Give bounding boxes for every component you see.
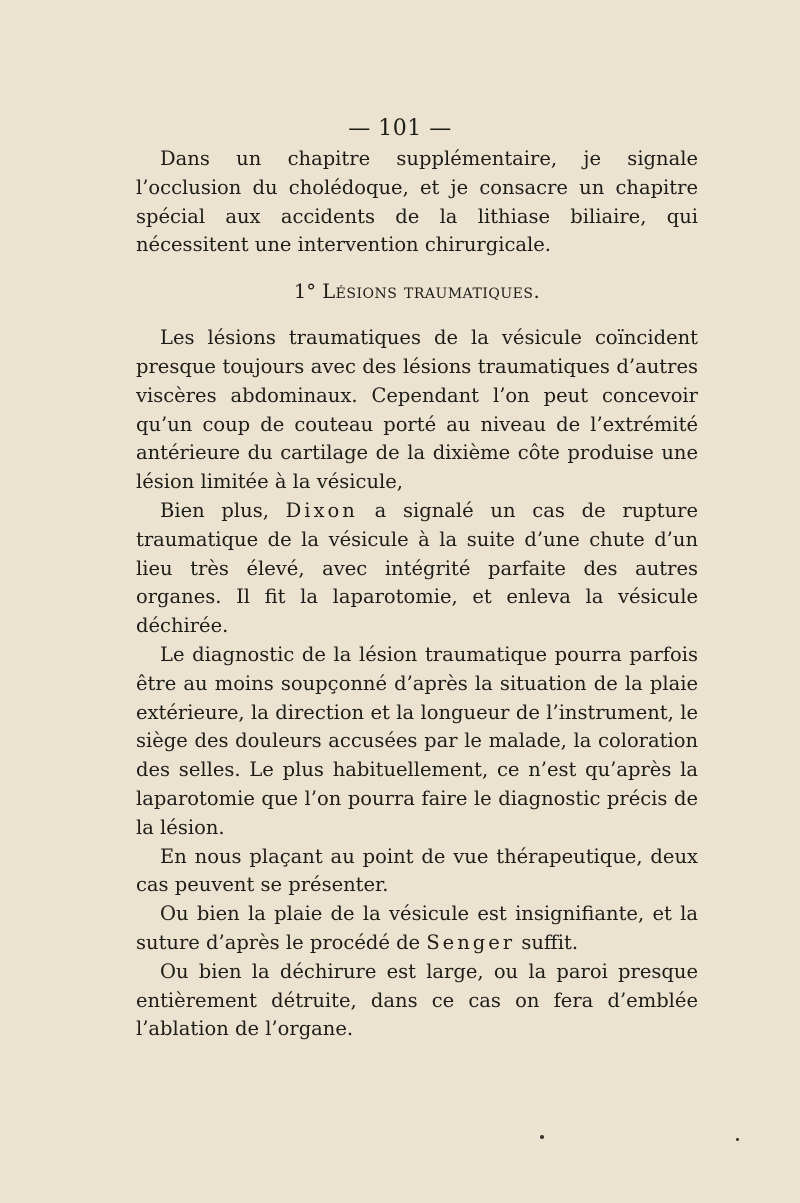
paragraph-dixon-case <box>136 497 698 641</box>
paper-speck <box>540 1135 544 1139</box>
section-heading <box>136 278 698 306</box>
paper-speck <box>736 1138 739 1141</box>
paragraph-senger-suture <box>136 900 698 958</box>
paragraph-senger-end: suffit. <box>521 930 579 954</box>
paragraph-dixon-start: Bien plus, <box>160 498 269 522</box>
body-text <box>136 145 698 1044</box>
section-title: Lésions traumatiques. <box>322 280 541 304</box>
intro-paragraph: Dans un chapitre supplémentaire, je signale l’occlusion du cholédoque, et je consacre un chapitre spécial aux accidents de la lithiase biliaire, qui nécessitent une intervention chirurgicale. <box>136 147 698 257</box>
paragraph-senger-start: Ou bien la plaie de la vésicule est insignifiante, et la suture d’après le procédé de <box>136 902 698 954</box>
paragraph-ablation: Ou bien la déchirure est large, ou la paroi presque entièrement détruite, dans ce cas on fera d’emblée l’ablation de l’organe. <box>136 959 698 1041</box>
paragraph-diagnosis: Le diagnostic de la lésion traumatique pourra parfois être au moins soupçonné d’après la situation de la plaie extérieure, la direction et la longueur de l’instrument, le siège des douleurs accusées par le malade, la coloration des selles. Le plus habituellement, ce n’est qu’après la laparotomie que l’on pourra faire le diagnostic précis de la lésion. <box>136 642 698 839</box>
paragraph-traumatic-lesions: Les lésions traumatiques de la vésicule coïncident presque toujours avec des lésions traumatiques d’autres viscères abdominaux. Cependant l’on peut concevoir qu’un coup de couteau porté au niveau de l’extrémité antérieure du cartilage de la dixième côte produise une lésion limitée à la vésicule, <box>136 326 698 494</box>
section-number: 1° <box>293 280 317 304</box>
page-number: — 101 — <box>348 116 452 141</box>
paragraph-dixon-end: a signalé un cas de rupture traumatique de la vésicule à la suite d’une chute d’un lieu très élevé, avec intégrité parfaite des autres organes. Il fit la laparotomie, et enleva la vésicule déchirée. <box>136 498 699 638</box>
author-name-senger: Senger <box>426 930 516 954</box>
author-name-dixon: Dixon <box>285 498 358 522</box>
paragraph-therapeutic: En nous plaçant au point de vue thérapeutique, deux cas peuvent se présenter. <box>136 844 698 897</box>
